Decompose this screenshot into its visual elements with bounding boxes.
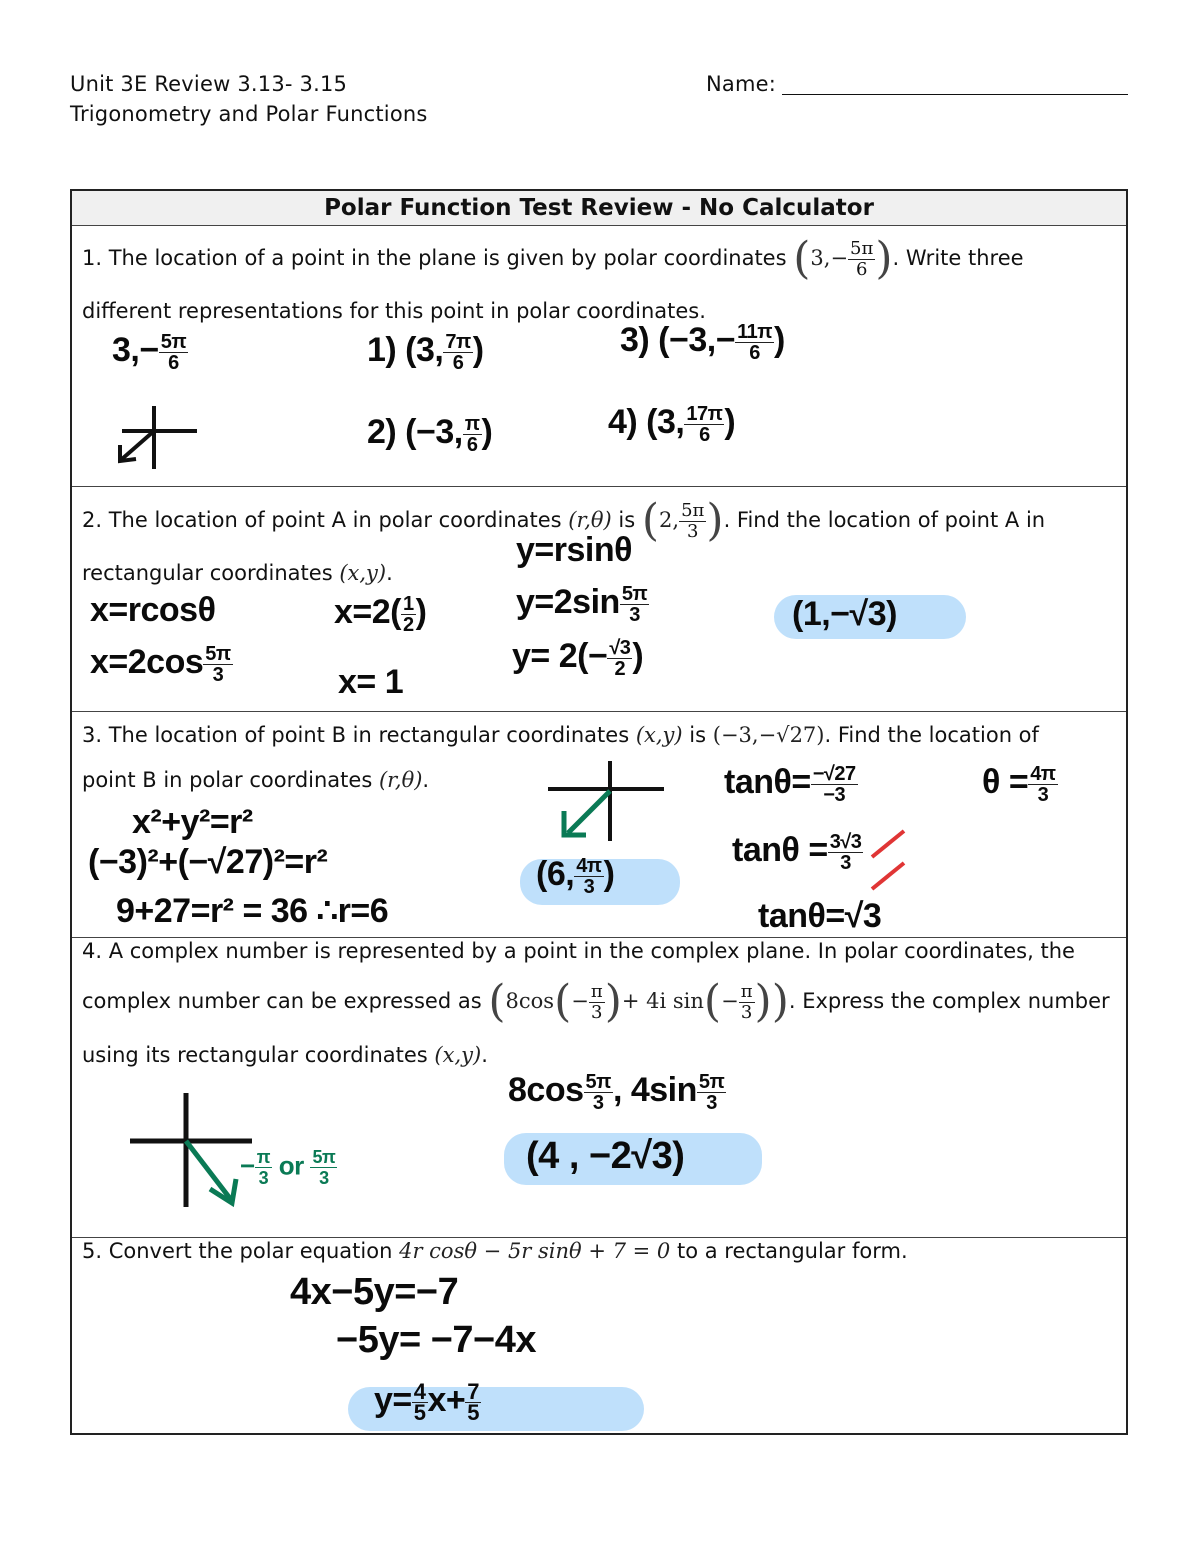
q2-text-a: 2. The location of point A in polar coordinates (82, 508, 562, 532)
frac-num: 5π (160, 330, 187, 353)
q5-answer (374, 1378, 481, 1425)
frac-den: 6 (168, 351, 179, 374)
hw-text: ) (481, 413, 493, 451)
frac-den: 6 (699, 423, 710, 446)
q2-prompt-line2 (82, 561, 393, 585)
review-title: Polar Function Test Review - No Calculator (72, 191, 1126, 226)
frac-den: 5 (467, 1399, 480, 1425)
frac-num: 11π (737, 320, 773, 343)
hw-fraction (828, 832, 864, 873)
divider-q4-q5 (72, 1237, 1126, 1238)
q4-work-line (508, 1071, 726, 1113)
hw-fraction (203, 644, 232, 685)
q1-prompt-line1 (82, 229, 1024, 287)
close-paren: ) (706, 495, 724, 546)
q3-theta-answer (982, 763, 1058, 805)
open-paren: ( (488, 976, 506, 1027)
q3-xy: (x,y) (635, 723, 683, 747)
q4-text-d: using its rectangular coordinates (82, 1043, 428, 1067)
frac-den: 3 (591, 1001, 603, 1023)
q4-neg: − (721, 989, 739, 1013)
hw-text: y= (374, 1381, 412, 1419)
hw-text: x+ (427, 1381, 466, 1419)
frac-den: 3 (319, 1168, 329, 1188)
close-paren: ) (604, 976, 622, 1027)
open-paren: ( (641, 495, 660, 546)
q2-coord-fraction (679, 501, 706, 542)
divider-q3-q4 (72, 937, 1126, 938)
frac-num: 17π (686, 402, 723, 425)
hw-text: ) (774, 321, 785, 359)
frac-den: 3 (706, 1091, 717, 1114)
hw-fraction (607, 638, 632, 679)
hw-text: 8cos (508, 1071, 584, 1109)
open-paren: ( (554, 976, 572, 1027)
q4-period: . (481, 1043, 488, 1067)
frac-den: 2 (614, 657, 626, 680)
hw-text: 3,− (112, 331, 159, 369)
frac-num: 7π (445, 330, 471, 353)
q1-prompt-line2: different representations for this point in polar coordinates. (82, 299, 706, 323)
q1-coord-prefix: 3,− (810, 246, 849, 270)
frac-den: 6 (855, 258, 868, 280)
open-paren: ( (793, 233, 811, 284)
q4-answer: (4 , −2√3) (526, 1135, 685, 1177)
q3-tan-simplify (732, 831, 863, 873)
q3-tan-ratio (724, 763, 858, 805)
q5-text-a: 5. Convert the polar equation (82, 1239, 393, 1263)
q2-xy: (x,y) (339, 561, 387, 585)
hw-fraction (620, 584, 649, 625)
frac-den: 5 (413, 1399, 426, 1425)
frac-num: 5π (698, 1070, 725, 1093)
q4-text-c: . Express the complex number (788, 989, 1110, 1013)
close-paren: )) (754, 976, 789, 1027)
hw-fraction (412, 1378, 428, 1425)
q1-axes-sketch (112, 401, 202, 471)
frac-num: 7 (467, 1378, 480, 1404)
hw-fraction (255, 1147, 272, 1188)
frac-num: 5π (681, 499, 705, 521)
unit-subtitle: Trigonometry and Polar Functions (70, 102, 428, 126)
q3-cancel-marks (868, 827, 918, 897)
divider-q2-q3 (72, 711, 1126, 712)
hw-text: 1) (3, (367, 331, 444, 369)
q1-given-note (112, 331, 188, 373)
frac-num: 5π (850, 237, 874, 259)
q1-answer-1 (367, 331, 484, 373)
frac-den: −3 (823, 783, 846, 806)
q2-is: is (618, 508, 636, 532)
hw-text: ) (603, 855, 615, 893)
q3-substitution: (−3)²+(−√27)²=r² (88, 843, 328, 881)
hw-text: ) (472, 331, 484, 369)
divider-q1-q2 (72, 486, 1126, 487)
hw-fraction (684, 404, 724, 445)
q4-neg: − (571, 989, 589, 1013)
frac-den: 3 (583, 875, 595, 898)
q1-answer-3 (620, 321, 785, 363)
frac-den: 6 (749, 341, 760, 364)
frac-den: 3 (592, 1091, 604, 1114)
q4-expr-cos: 8cos (505, 989, 555, 1013)
name-label: Name: (706, 72, 777, 96)
q3-period: . (422, 768, 430, 792)
frac-den: 2 (403, 613, 414, 636)
frac-num: −√27 (812, 762, 856, 785)
q4-fraction-2 (739, 982, 755, 1023)
q4-expr-sin: + 4i sin (621, 989, 704, 1013)
hw-text: tanθ = (732, 831, 828, 869)
frac-den: 3 (840, 851, 851, 874)
frac-den: 3 (1037, 783, 1049, 806)
hw-text: tanθ= (724, 763, 811, 801)
frac-num: 4π (576, 854, 602, 877)
open-paren: ( (703, 976, 722, 1027)
q1-coord-fraction (848, 239, 875, 280)
name-field-line[interactable] (782, 94, 1128, 95)
q5-prompt (82, 1239, 908, 1263)
q3-coord: (−3,−√27) (712, 723, 825, 747)
hw-fraction (811, 764, 858, 805)
q3-text-a: 3. The location of point B in rectangular coordinates (82, 723, 630, 747)
hw-fraction (401, 594, 416, 635)
frac-num: 4π (1030, 762, 1056, 785)
q5-step-2: −5y= −7−4x (336, 1319, 536, 1361)
q4-prompt-line1: 4. A complex number is represented by a point in the complex plane. In polar coordinates, the (82, 939, 1075, 963)
hw-text: , 4sin (612, 1071, 697, 1109)
q2-x-substitution (90, 643, 233, 685)
q3-text-b: . Find the location of (824, 723, 1039, 747)
q2-text-c: rectangular coordinates (82, 561, 333, 585)
frac-den: 6 (452, 351, 464, 374)
q3-prompt-line1 (82, 723, 1039, 747)
hw-text: y=2sin (516, 583, 620, 621)
q3-axes-sketch (546, 759, 666, 843)
q3-pythagorean: x²+y²=r² (132, 803, 253, 841)
q2-y-formula: y=rsinθ (516, 531, 632, 569)
hw-fraction (1028, 764, 1057, 805)
frac-num: 5π (205, 642, 231, 665)
frac-den: 3 (740, 1001, 753, 1023)
hw-fraction (697, 1072, 726, 1113)
hw-fraction (159, 332, 188, 373)
hw-text: 2) (−3, (367, 413, 463, 451)
hw-fraction (574, 856, 603, 897)
q2-answer: (1,−√3) (792, 595, 897, 633)
frac-num: π (256, 1147, 270, 1167)
q2-y-evaluated (512, 637, 643, 679)
hw-text: ) (415, 593, 427, 631)
hw-fraction (443, 332, 472, 373)
q3-radius: 9+27=r² = 36 ∴r=6 (116, 892, 389, 930)
q3-prompt-line2 (82, 768, 429, 792)
q2-x-result: x= 1 (338, 663, 404, 701)
q1-text-a: 1. The location of a point in the plane is given by polar coordinates (82, 246, 787, 270)
q1-answer-2 (367, 413, 492, 455)
q3-text-c: point B in polar coordinates (82, 768, 373, 792)
hw-text: x=2( (334, 593, 401, 631)
hw-fraction (735, 322, 774, 363)
hw-text: ) (724, 403, 736, 441)
frac-num: 3√3 (829, 830, 862, 853)
frac-num: 1 (403, 592, 414, 615)
q4-xy: (x,y) (434, 1043, 482, 1067)
frac-num: π (740, 980, 753, 1002)
q3-tan-result: tanθ=√3 (758, 897, 882, 935)
frac-num: 5π (621, 582, 648, 605)
q4-axes-sketch (128, 1091, 258, 1209)
frac-den: 3 (212, 663, 224, 686)
q1-text-b: . Write three (892, 246, 1024, 270)
q2-x-evaluated (334, 593, 426, 635)
q2-x-formula: x=rcosθ (90, 591, 216, 629)
hw-fraction (463, 414, 482, 455)
q4-prompt-line2 (82, 971, 1110, 1031)
hw-text: − (240, 1150, 255, 1181)
q2-y-substitution (516, 583, 649, 625)
q4-fraction-1 (589, 982, 605, 1023)
hw-fraction (465, 1378, 481, 1425)
q3-rt: (r,θ) (378, 768, 423, 792)
hw-text: x=2cos (90, 643, 204, 681)
hw-text: or (278, 1150, 304, 1181)
frac-den: 6 (466, 433, 478, 456)
q4-text-b: complex number can be expressed as (82, 989, 482, 1013)
q3-answer (536, 855, 614, 897)
q5-step-1: 4x−5y=−7 (290, 1271, 459, 1313)
frac-den: 3 (258, 1168, 269, 1188)
frac-num: 4 (413, 1378, 426, 1404)
hw-text: 3) (−3,− (620, 321, 736, 359)
frac-num: π (464, 412, 480, 435)
review-table (70, 189, 1128, 1435)
q5-equation: 4r cosθ − 5r sinθ + 7 = 0 (399, 1239, 671, 1263)
q4-prompt-line3 (82, 1043, 488, 1067)
q5-text-b: to a rectangular form. (676, 1239, 908, 1263)
unit-title: Unit 3E Review 3.13- 3.15 (70, 72, 348, 96)
q2-period: . (386, 561, 393, 585)
frac-num: 5π (585, 1070, 611, 1093)
hw-fraction (310, 1147, 337, 1188)
hw-text: ) (632, 637, 644, 675)
q4-angle-note (240, 1147, 337, 1188)
frac-num: π (590, 980, 603, 1002)
q2-text-b: . Find the location of point A in (723, 508, 1046, 532)
close-paren: ) (875, 233, 893, 284)
q3-is: is (689, 723, 707, 747)
hw-fraction (584, 1072, 613, 1113)
hw-text: 4) (3, (608, 403, 685, 441)
frac-den: 3 (629, 603, 640, 626)
hw-text: y= 2(− (512, 637, 608, 675)
frac-num: √3 (609, 636, 631, 659)
hw-text: (6, (536, 855, 575, 893)
hw-text: θ = (982, 763, 1029, 801)
frac-num: 5π (312, 1147, 336, 1167)
q1-answer-4 (608, 403, 735, 445)
frac-den: 3 (687, 520, 699, 542)
q2-polar-pair: (r,θ) (568, 508, 612, 532)
q2-coord-prefix: 2, (659, 508, 680, 532)
